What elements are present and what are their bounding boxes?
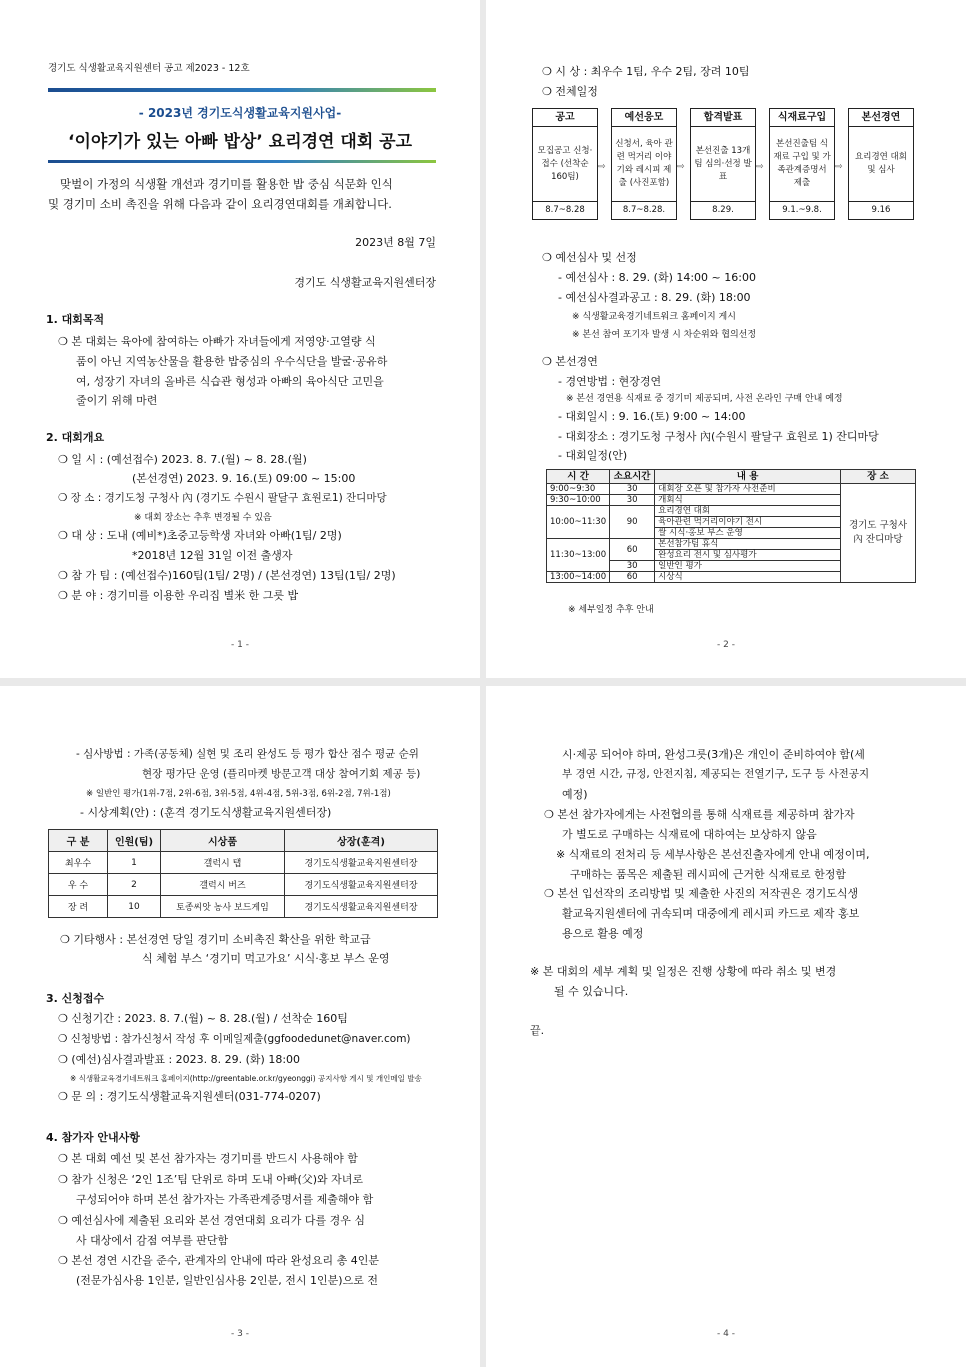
- page-3: [0, 686, 480, 1367]
- overview-line: ❍ 대 상 : 도내 (예비*)초중고등학생 자녀와 아빠(1팀/ 2명): [58, 529, 342, 542]
- extra-event-line: 식 체험 부스 ‘경기미 먹고가요’ 시식·홍보 부스 운영: [142, 952, 390, 965]
- column-header: 구 분: [49, 830, 108, 852]
- apply-line: ❍ 신청방법 : 참가신청서 작성 후 이메일제출(ggfoodedunet@naver.com): [58, 1033, 411, 1045]
- closing-note: ※ 본 대회의 세부 계획 및 일정은 진행 상황에 따라 취소 및 변경: [530, 965, 837, 978]
- guide-line: ❍ 본선 경연 시간을 준수, 관계자의 안내에 따라 완성요리 총 4인분: [58, 1254, 379, 1267]
- content-cell: 완성요리 전시 및 심사평가: [655, 550, 841, 561]
- table-header-row: [547, 470, 916, 484]
- award-plan-line: - 시상계획(안) : (훈격 경기도식생활교육지원센터장): [80, 806, 332, 819]
- prelim-heading: ❍ 예선심사 및 선정: [542, 251, 637, 264]
- content-cell: 육아관련 먹거리이야기 전시: [655, 517, 841, 528]
- apply-note: ※ 식생활교육경기네트워크 홈페이지(http://greentable.or.kr/gyeonggi) 공지사항 게시 및 개인메일 발송: [70, 1074, 422, 1083]
- event-schedule-table: [546, 469, 916, 583]
- prelim-note: ※ 본선 참여 포기자 발생 시 차순위와 협의선정: [572, 330, 757, 340]
- time-cell: 13:00~14:00: [547, 572, 610, 583]
- apply-line: ❍ 신청기간 : 2023. 8. 7.(월) ~ 8. 28.(월) / 선착순 160팀: [58, 1012, 348, 1025]
- flow-step: [532, 108, 598, 220]
- apply-line: ❍ 문 의 : 경기도식생활교육지원센터(031-774-0207): [58, 1090, 321, 1103]
- flow-step: [690, 108, 756, 220]
- notice-date: 2023년 8월 7일: [355, 236, 436, 249]
- guide-line: ❍ 참가 신청은 ‘2인 1조’팀 단위로 하며 도내 아빠(父)와 자녀로: [58, 1173, 364, 1186]
- apply-line: ❍ (예선)심사결과발표 : 2023. 8. 29. (화) 18:00: [58, 1053, 301, 1066]
- guide-line: 가 별도로 구매하는 식재료에 대하여는 보상하지 않음: [562, 828, 817, 841]
- table-header-row: [49, 830, 438, 852]
- arrow-icon: ⇨: [677, 162, 685, 172]
- judging-note: ※ 일반인 평가(1위-7점, 2위-6점, 3위-5점, 4위-4점, 5위-3점, 6위-2점, 7위-1점): [86, 789, 391, 799]
- guide-line: ❍ 본선 참가자에게는 사전협의를 통해 식재료를 제공하며 참가자: [544, 808, 855, 821]
- flow-step-body: 요리경연 대회 및 심사: [849, 127, 913, 202]
- guide-line: (전문가심사용 1인분, 일반인심사용 2인분, 전시 1인분)으로 전: [76, 1274, 378, 1287]
- prelim-note: ※ 식생활교육경기네트워크 홈페이지 게시: [572, 312, 736, 322]
- intro-line-1: 맞벌이 가정의 식생활 개선과 경기미를 활용한 밥 중심 식문화 인식: [60, 177, 393, 191]
- overview-note: *2018년 12월 31일 이전 출생자: [132, 549, 293, 562]
- section-2-title: 2. 대회개요: [46, 431, 105, 444]
- flow-step-head: 합격발표: [691, 109, 755, 127]
- flow-step-body: 본선진출팀 식재료 구입 및 가족관계증명서 제출: [770, 127, 834, 202]
- table-cell: 2: [108, 874, 161, 896]
- prelim-line: - 예선심사결과공고 : 8. 29. (화) 18:00: [558, 291, 751, 304]
- final-note: ※ 본선 경연용 식재료 중 경기미 제공되며, 사전 온라인 구매 안내 예정: [566, 394, 843, 404]
- overview-line: ❍ 일 시 : (예선접수) 2023. 8. 7.(월) ~ 8. 28.(월): [58, 453, 307, 466]
- guide-line: 부 경연 시간, 규정, 안전지침, 제공되는 전열기구, 도구 등 사전공지: [562, 768, 870, 780]
- table-row: [547, 484, 916, 495]
- final-line: - 대회일시 : 9. 16.(토) 9:00 ~ 14:00: [558, 410, 746, 423]
- flow-step-date: 8.7~8.28: [545, 205, 585, 215]
- content-cell: 본선참가팀 휴식: [655, 539, 841, 550]
- content-cell: 대회장 오픈 및 참가자 사전준비: [655, 484, 841, 495]
- closing-note: 될 수 있습니다.: [554, 985, 629, 998]
- page-4: [486, 686, 966, 1367]
- judging-line: - 심사방법 : 가족(공동체) 실현 및 조리 완성도 등 평가 합산 점수 평균 순위: [76, 748, 419, 760]
- page-title: ‘이야기가 있는 아빠 밥상’ 요리경연 대회 공고: [67, 132, 413, 152]
- final-heading: ❍ 본선경연: [542, 355, 598, 368]
- arrow-icon: ⇨: [598, 162, 606, 172]
- duration-cell: 30: [610, 561, 655, 572]
- flow-step-date: 8.7~8.28.: [622, 205, 666, 215]
- table-cell: 우 수: [49, 874, 108, 896]
- final-line: - 대회일정(안): [558, 449, 628, 462]
- guide-line: 구성되어야 하며 본선 참가자는 가족관계증명서를 제출해야 함: [76, 1193, 374, 1206]
- table-cell: 경기도식생활교육지원센터장: [285, 874, 438, 896]
- guide-line: ❍ 예선심사에 제출된 요리와 본선 경연대회 요리가 다를 경우 심: [58, 1214, 365, 1227]
- column-header: 인원(팀): [108, 830, 161, 852]
- section-3-title: 3. 신청접수: [46, 992, 105, 1005]
- title-bar-bottom: [48, 160, 436, 163]
- guide-note: 구매하는 품목은 제출된 레시피에 근거한 식재료로 한정함: [570, 868, 847, 881]
- column-header: 시상품: [161, 830, 285, 852]
- duration-cell: 30: [610, 495, 655, 506]
- table-row: [49, 874, 438, 896]
- table-cell: 갤럭시 탭: [161, 852, 285, 874]
- prelim-line: - 예선심사 : 8. 29. (화) 14:00 ~ 16:00: [558, 271, 756, 284]
- time-cell: 9:30~10:00: [547, 495, 610, 506]
- flow-step: [769, 108, 835, 220]
- guide-line: 사 대상에서 감점 여부를 판단함: [76, 1234, 229, 1247]
- page-number: - 3 -: [231, 1329, 249, 1339]
- section-4-title: 4. 참가자 안내사항: [46, 1131, 140, 1144]
- flow-step-head: 공고: [533, 109, 597, 127]
- section-1-title: 1. 대회목적: [46, 313, 105, 326]
- title-bar-top: [48, 88, 436, 92]
- extra-event-line: ❍ 기타행사 : 본선경연 당일 경기미 소비촉진 확산을 위한 학교급: [60, 933, 371, 946]
- flow-step-head: 예선응모: [612, 109, 676, 127]
- table-cell: 10: [108, 896, 161, 918]
- flow-step: [611, 108, 677, 220]
- content-cell: 쌀 시식·홍보 부스 운영: [655, 528, 841, 539]
- flow-step-body: 모집공고 신청·접수 (선착순 160팀): [533, 127, 597, 202]
- subtitle: - 2023년 경기도식생활교육지원사업-: [138, 106, 342, 120]
- intro-line-2: 및 경기미 소비 촉진을 위해 다음과 같이 요리경연대회를 개최합니다.: [48, 197, 392, 211]
- content-cell: 개회식: [655, 495, 841, 506]
- end-mark: 끝.: [530, 1024, 545, 1037]
- guide-line: 활교육지원센터에 귀속되며 대중에게 레시피 카드로 제작 홍보: [562, 907, 860, 920]
- overview-line: ❍ 분 야 : 경기미를 이용한 우리집 별米 한 그릇 밥: [58, 589, 299, 602]
- flow-step-date: 8.29.: [712, 205, 734, 215]
- guide-note: ※ 식재료의 전처리 등 세부사항은 본선진출자에게 안내 예정이며,: [556, 848, 870, 861]
- flow-step-body: 신청서, 육아 관련 먹거리 이야기와 레시피 제출 (사진포함): [612, 127, 676, 202]
- column-header: 소요시간: [610, 470, 655, 484]
- schedule-heading: ❍ 전체일정: [542, 85, 598, 98]
- purpose-line: 품이 아닌 지역농산물을 활용한 밥중심의 우수식단을 발굴·공유하: [76, 355, 388, 368]
- purpose-line: 줄이기 위해 마련: [76, 394, 158, 407]
- overview-line: ❍ 참 가 팀 : (예선접수)160팀(1팀/ 2명) / (본선경연) 13팀(1팀/ 2명): [58, 569, 396, 582]
- flow-step: [848, 108, 914, 220]
- time-cell: 11:30~13:00: [547, 539, 610, 572]
- time-cell: 9:00~9:30: [547, 484, 610, 495]
- duration-cell: 60: [610, 539, 655, 561]
- page-number: - 1 -: [231, 640, 249, 650]
- page-2: [486, 0, 966, 678]
- judging-line: 현장 평가단 운영 (플리마켓 방문고객 대상 참여기회 제공 등): [142, 768, 421, 780]
- flow-step-head: 본선경연: [849, 109, 913, 127]
- flow-step-body: 본선진출 13개팀 심의·선정 발표: [691, 127, 755, 202]
- schedule-note: ※ 세부일정 추후 안내: [568, 605, 654, 615]
- guide-line: ❍ 본 대회 예선 및 본선 참가자는 경기미를 반드시 사용해야 함: [58, 1152, 358, 1165]
- column-header: 장 소: [841, 470, 916, 484]
- table-cell: 토종씨앗 농사 보드게임: [161, 896, 285, 918]
- duration-cell: 30: [610, 484, 655, 495]
- column-header: 시 간: [547, 470, 610, 484]
- time-cell: 10:00~11:30: [547, 506, 610, 539]
- purpose-line: ❍ 본 대회는 육아에 참여하는 아빠가 자녀들에게 저영양·고열량 식: [58, 335, 376, 348]
- table-cell: 1: [108, 852, 161, 874]
- guide-line: 용으로 활용 예정: [562, 927, 644, 940]
- column-header: 내 용: [655, 470, 841, 484]
- table-row: [49, 896, 438, 918]
- page-number: - 2 -: [717, 640, 735, 650]
- table-cell: 경기도식생활교육지원센터장: [285, 896, 438, 918]
- arrow-icon: ⇨: [756, 162, 764, 172]
- issuing-org: 경기도 식생활교육지원센터장: [294, 276, 436, 289]
- table-cell: 최우수: [49, 852, 108, 874]
- page-number: - 4 -: [717, 1329, 735, 1339]
- final-line: - 경연방법 : 현장경연: [558, 375, 662, 388]
- column-header: 상장(훈격): [285, 830, 438, 852]
- guide-line: 예정): [562, 788, 588, 801]
- arrow-icon: ⇨: [835, 162, 843, 172]
- award-line: ❍ 시 상 : 최우수 1팀, 우수 2팀, 장려 10팀: [542, 65, 750, 78]
- content-cell: 시상식: [655, 572, 841, 583]
- overview-line: ❍ 장 소 : 경기도청 구청사 內 (경기도 수원시 팔달구 효원로1) 잔디마당: [58, 492, 387, 504]
- table-row: [49, 852, 438, 874]
- purpose-line: 여, 성장기 자녀의 올바른 식습관 형성과 아빠의 육아식단 고민을: [76, 375, 384, 388]
- overview-line: (본선경연) 2023. 9. 16.(토) 09:00 ~ 15:00: [132, 472, 356, 485]
- content-cell: 요리경연 대회: [655, 506, 841, 517]
- table-cell: 갤럭시 버즈: [161, 874, 285, 896]
- final-line: - 대회장소 : 경기도청 구청사 內(수원시 팔달구 효원로 1) 잔디마당: [558, 430, 879, 443]
- duration-cell: 60: [610, 572, 655, 583]
- guide-line: ❍ 본선 입선작의 조리방법 및 제출한 사진의 저작권은 경기도식생: [544, 887, 859, 900]
- place-cell: 경기도 구청사 內 잔디마당: [841, 484, 916, 583]
- overview-note: ※ 대회 장소는 추후 변경될 수 있음: [134, 513, 272, 523]
- duration-cell: 90: [610, 506, 655, 539]
- guide-line: 시·제공 되어야 하며, 완성그릇(3개)은 개인이 준비하여야 함(세: [562, 748, 865, 761]
- flow-step-date: 9.16: [871, 205, 891, 215]
- award-table: [48, 829, 438, 918]
- page-1: [0, 0, 480, 678]
- flow-step-head: 식재료구입: [770, 109, 834, 127]
- table-cell: 경기도식생활교육지원센터장: [285, 852, 438, 874]
- flow-step-date: 9.1.~9.8.: [782, 205, 822, 215]
- notice-header: 경기도 식생활교육지원센터 공고 제2023 - 12호: [48, 63, 250, 74]
- content-cell: 일반인 평가: [655, 561, 841, 572]
- table-cell: 장 려: [49, 896, 108, 918]
